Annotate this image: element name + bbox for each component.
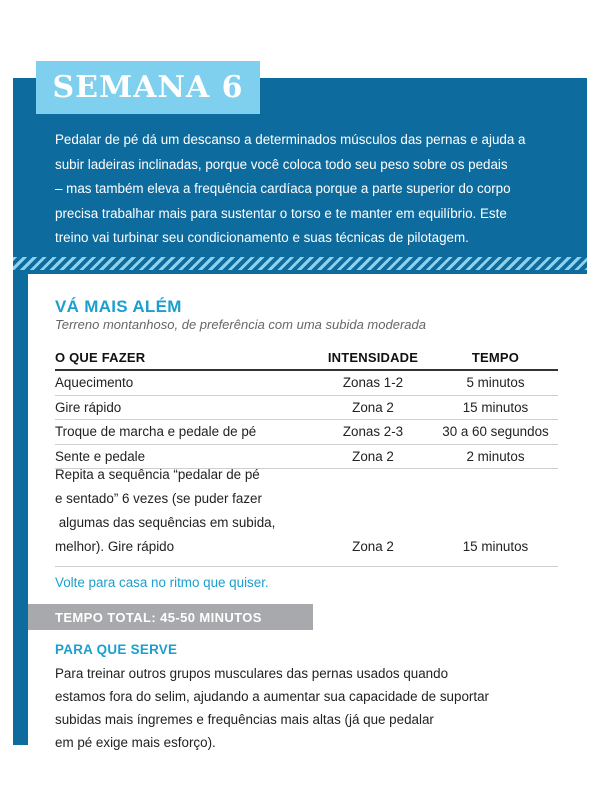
- cell-what: Troque de marcha e pedale de pé: [55, 424, 257, 440]
- cell-intensity: Zonas 1-2: [342, 375, 404, 391]
- cell-intensity: Zona 2: [352, 448, 394, 464]
- table-row: [55, 396, 558, 421]
- cell-what-line: e sentado” 6 vezes (se puder fazer: [55, 491, 262, 506]
- return-note: Volte para casa no ritmo que quiser.: [55, 575, 269, 590]
- intro-line: subir ladeiras inclinadas, porque você coloca todo seu peso sobre os pedais: [55, 156, 508, 172]
- cell-what: [55, 463, 313, 559]
- cell-time: 15 minutos: [462, 539, 529, 554]
- cell-time: 30 a 60 segundos: [442, 424, 549, 440]
- purpose-paragraph: [55, 662, 575, 754]
- diagonal-stripe-divider: [13, 257, 587, 270]
- intro-paragraph: [55, 128, 565, 251]
- purpose-line: subidas mais íngremes e frequências mais altas (já que pedalar: [55, 712, 434, 727]
- cell-what-line: Repita a sequência “pedalar de pé: [55, 467, 260, 482]
- cell-what: Aquecimento: [55, 375, 134, 391]
- intro-line: – mas também eleva a frequência cardíaca porque a parte superior do corpo: [55, 181, 511, 196]
- purpose-line: Para treinar outros grupos musculares das pernas usados quando: [55, 666, 449, 681]
- cell-time: 5 minutos: [466, 375, 525, 391]
- cell-what: Sente e pedale: [55, 448, 146, 464]
- intro-line: precisa trabalhar mais para sustentar o torso e te manter em equilíbrio. Este: [55, 205, 507, 221]
- week-label: SEMANA 6: [52, 70, 244, 105]
- cell-what: Gire rápido: [55, 399, 122, 415]
- cell-intensity: Zona 2: [352, 399, 394, 415]
- purpose-title: PARA QUE SERVE: [55, 642, 178, 657]
- section-title: VÁ MAIS ALÉM: [55, 297, 182, 316]
- table-row: [55, 469, 558, 567]
- header-time: TEMPO: [471, 349, 520, 365]
- section-subtitle: Terreno montanhoso, de preferência com uma subida moderada: [55, 317, 426, 332]
- header-what: O QUE FAZER: [55, 349, 146, 365]
- table-header: [55, 345, 558, 371]
- cell-intensity: Zona 2: [352, 539, 394, 554]
- cell-time: 15 minutos: [462, 399, 529, 415]
- cell-intensity: Zonas 2-3: [342, 424, 404, 440]
- purpose-line: estamos fora do selim, ajudando a aumentar sua capacidade de suportar: [55, 689, 489, 704]
- week-badge: [36, 61, 260, 114]
- intro-line: treino vai turbinar seu condicionamento e suas técnicas de pilotagem.: [55, 230, 469, 245]
- cell-time: 2 minutos: [466, 448, 525, 464]
- purpose-line: em pé exige mais esforço).: [55, 735, 216, 750]
- header-intensity: INTENSIDADE: [327, 349, 419, 365]
- cell-what-line: algumas das sequências em subida,: [55, 515, 276, 530]
- total-time-bar: [28, 604, 313, 630]
- total-time-label: TEMPO TOTAL: 45-50 MINUTOS: [55, 609, 262, 625]
- table-row: [55, 420, 558, 445]
- intro-line: Pedalar de pé dá um descanso a determinados músculos das pernas e ajuda a: [55, 132, 526, 147]
- table-row: [55, 371, 558, 396]
- cell-what-line: melhor). Gire rápido: [55, 539, 175, 554]
- workout-table: [55, 345, 558, 567]
